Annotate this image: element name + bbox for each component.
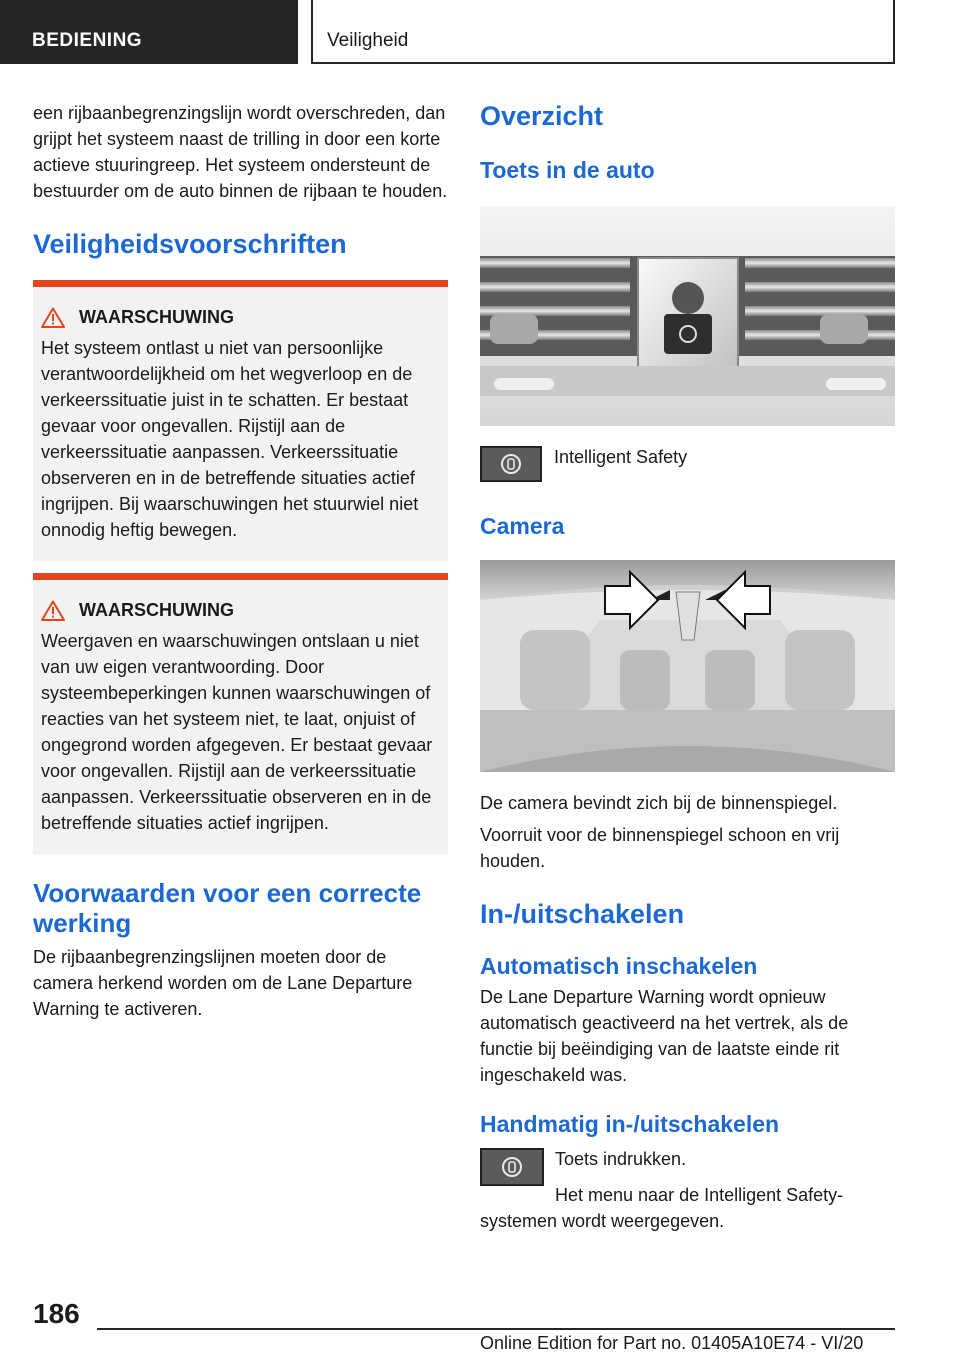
button-label: Intelligent Safety — [554, 447, 688, 467]
dashboard-button-photo — [480, 206, 895, 426]
auto-heading: Automatisch inschakelen — [480, 953, 758, 979]
intelligent-safety-button-icon — [480, 1148, 544, 1186]
warning-triangle-icon — [41, 600, 65, 621]
right-column — [480, 100, 895, 1234]
intro-paragraph: een rijbaanbegrenzingslijn wordt overschreden, dan grijpt het systeem naast de trilling in door een korte actieve stuuringreep. Het systeem ondersteunt de bestuurder om de auto binnen de rijbaan te houden. — [33, 103, 448, 201]
warning-box-1 — [33, 280, 448, 561]
conditions-heading: Voorwaarden voor een correcte werking — [33, 878, 422, 938]
camera-text-2: Voorruit voor de binnenspiegel schoon en vrij houden. — [480, 825, 840, 871]
button-heading: Toets in de auto — [480, 157, 655, 183]
warning-title-text-1: WAARSCHUWING — [79, 307, 234, 327]
manual-result-text: Het menu naar de Intelligent Safety-systemen wordt weergegeven. — [480, 1185, 844, 1231]
page-number: 186 — [33, 1298, 80, 1329]
warning-title-text-2: WAARSCHUWING — [79, 600, 234, 620]
auto-paragraph: De Lane Departure Warning wordt opnieuw automatisch geactiveerd na het vertrek, als de functie bij beëindiging van de laatste einde rit ingeschakeld was. — [480, 987, 849, 1085]
footer-divider — [97, 1328, 895, 1330]
button-legend — [480, 444, 895, 482]
left-column — [33, 100, 448, 1022]
section-tab: BEDIENING — [0, 0, 298, 64]
warning-text-1: Het systeem ontlast u niet van persoonlijke verantwoordelijkheid om het wegverloop en de verkeerssituatie juist in te schatten. Er bestaat gevaar voor ongevallen. Rijstijl aan de verkeerssituatie aanpassen. Verkeerssituatie observeren en in de betreffende situaties actief ingrijpen. Bij waarschuwingen het stuurwiel niet onnodig heftig bewegen. — [41, 338, 419, 540]
warning-title-1 — [41, 307, 438, 328]
edition-footer: Online Edition for Part no. 01405A10E74 - VI/20 — [480, 1333, 864, 1353]
chapter-tab: Veiligheid — [311, 0, 895, 64]
intelligent-safety-button-icon — [480, 446, 542, 482]
onoff-heading: In-/uitschakelen — [480, 899, 685, 929]
camera-heading: Camera — [480, 513, 565, 539]
camera-location-photo — [480, 560, 895, 772]
conditions-paragraph: De rijbaanbegrenzingslijnen moeten door de camera herkend worden om de Lane Departure Warning te activeren. — [33, 947, 413, 1019]
manual-step — [480, 1146, 895, 1186]
manual-heading: Handmatig in-/uitschakelen — [480, 1111, 780, 1137]
manual-step-text: Toets indrukken. — [555, 1149, 687, 1169]
warning-triangle-icon — [41, 307, 65, 328]
overview-heading: Overzicht — [480, 101, 604, 131]
warning-box-2 — [33, 573, 448, 854]
safety-heading: Veiligheidsvoorschriften — [33, 229, 347, 259]
camera-text-1: De camera bevindt zich bij de binnenspiegel. — [480, 793, 838, 813]
warning-text-2: Weergaven en waarschuwingen ontslaan u niet van uw eigen verantwoording. Door systeembeperkingen kunnen waarschuwingen of reacties van het systeem niet, te laat, onjuist of ongegrond worden afgegeven. Er bestaat gevaar voor ongevallen. Rijstijl aan de verkeerssituatie aanpassen. Verkeerssituatie observeren en in de betreffende situaties actief ingrijpen. — [41, 631, 433, 833]
warning-title-2 — [41, 600, 438, 621]
